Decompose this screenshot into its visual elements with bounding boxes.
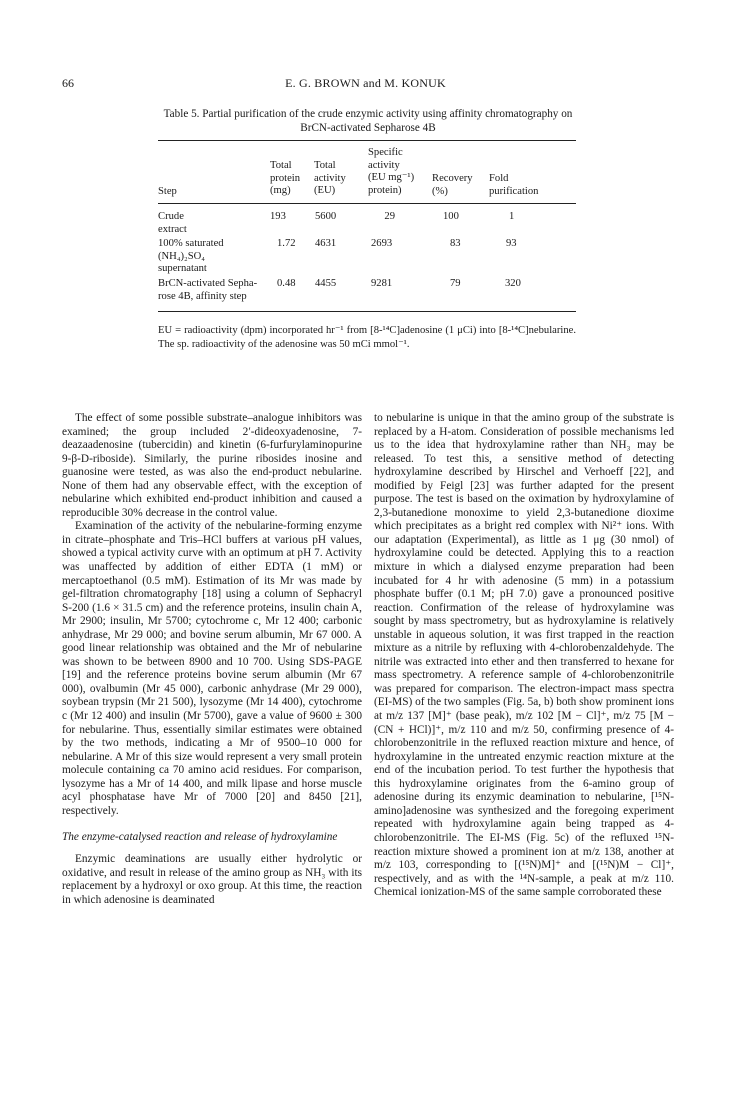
table-caption-line: Table 5. Partial purification of the crude enzymic activity using affinity chromatography on: [163, 108, 573, 120]
column-header-recovery: Recovery (%): [432, 173, 473, 197]
cell-specific: 29: [384, 211, 395, 222]
paragraph: Enzymic deaminations are usually either hydrolytic or oxidative, and result in release of the amino group as NH₃ with its replacement by a hydroxyl or oxo group. At this time, the reaction in which adenosine is deaminated: [62, 852, 362, 906]
cell-protein: 0.48: [277, 278, 296, 289]
cell-fold: 93: [506, 238, 517, 249]
column-header-total-activity: Total activity (EU): [314, 160, 346, 197]
cell-step: Crude extract: [158, 211, 187, 235]
table-caption-line: BrCN-activated Sepharose 4B: [300, 122, 436, 134]
cell-step: 100% saturated (NH₄)₂SO₄ supernatant: [158, 238, 224, 275]
cell-recovery: 79: [450, 278, 461, 289]
cell-protein: 193: [270, 211, 286, 222]
paragraph: to nebularine is unique in that the amino group of the substrate is replaced by a H-atom. Consideration of possible mechanisms led us to the idea that hydroxylamine rather than NH₃ may be released. To test this, a sensitive method of detecting hydroxylamine described by Hirschel and Verhoeff [22], and modified by Feigl [23] was further adapted for the present purpose. The test is based on the oximation by hydroxylamine of 2,3-butanedione monoxime to yield 2,3-butanedione dioxime which precipitates as a bright red complex with Ni²⁺ ions. With our adaptation (Experimental), as little as 1 μg (30 nmol) of hydroxylamine could be detected. Applying this to a reaction mixture in which a dialysed enzyme preparation had been incubated for 4 hr with adenosine (5 mm) in a potassium phosphate buffer (0.1 M; pH 7.0) gave a pronounced positive reaction. Confirmation of the release of hydroxylamine was sought by mass spectrometry, but as hydroxylamine is relatively unstable in aqueous solution, it was first trapped in the reaction mixture as a nitrile by refluxing with 4-chlorobenzaldehyde. The nitrile was extracted into ether and then transferred to hexane for mass spectrometry. A reference sample of 4-chlorobenzonitrile was prepared for comparison. The electron-impact mass spectra (EI-MS) of the two samples (Fig. 5a, b) both show prominent ions at m/z 137 [M]⁺ (base peak), m/z 102 [M − Cl]⁺, m/z 75 [M −(CN + HCl)]⁺, m/z 110 and m/z 50, confirming presence of 4-chlorobenzonitrile in the refluxed reaction mixture and hence, of hydroxylamine in the untreated enzymic reaction mixture at the end of the incubation period. To test further the hypothesis that this hydroxylamine originates from the 6-amino group of adenosine during its enzymic deamination to nebularine, [¹⁵N-amino]adenosine was synthesized and the foregoing experiment repeated with hydroxylamine again being trapped as 4-chlorobenzonitrile. The EI-MS (Fig. 5c) of the refluxed ¹⁵N-reaction mixture showed a prominent ion at m/z 138, another at m/z 103, corresponding to [(¹⁵N)M]⁺ and [(¹⁵N)M − Cl]⁺, respectively, and as with the ¹⁴N-sample, a peak at m/z 110. Chemical ionization-MS of the same sample corroborated these: [374, 412, 674, 899]
running-head: E. G. BROWN and M. KONUK: [285, 76, 446, 90]
cell-specific: 9281: [371, 278, 393, 289]
cell-recovery: 83: [450, 238, 461, 249]
cell-recovery: 100: [443, 211, 459, 222]
column-header-total-protein: Total protein (mg): [270, 160, 301, 197]
cell-fold: 320: [505, 278, 521, 289]
column-header-step: Step: [158, 186, 177, 197]
table-bottom-rule: [158, 311, 576, 312]
page-number: 66: [62, 76, 74, 90]
cell-specific: 2693: [371, 238, 393, 249]
cell-fold: 1: [509, 211, 515, 222]
table-top-rule: [158, 140, 576, 141]
column-header-specific-activity: Specific activity (EU mg⁻¹) protein): [368, 147, 415, 196]
column-header-fold-purification: Fold purification: [489, 173, 539, 197]
table-caption: [158, 107, 578, 135]
cell-activity: 5600: [315, 211, 337, 222]
section-heading: The enzyme-catalysed reaction and release of hydroxylamine: [62, 831, 338, 844]
right-column: [374, 412, 674, 900]
left-column: [62, 412, 362, 907]
cell-protein: 1.72: [277, 238, 296, 249]
cell-activity: 4631: [315, 238, 337, 249]
table-header-rule: [158, 203, 576, 204]
cell-step: BrCN-activated Sepha- rose 4B, affinity step: [158, 278, 258, 302]
cell-activity: 4455: [315, 278, 337, 289]
table-footnote: EU = radioactivity (dpm) incorporated hr⁻¹ from [8-¹⁴C]adenosine (1 μCi) into [8-¹⁴C]nebularine. The sp. radioactivity of the adenosine was 50 mCi mmol⁻¹.: [158, 325, 576, 350]
paragraph: The effect of some possible substrate–analogue inhibitors was examined; the group included 2′-dideoxyadenosine, 7-deazaadenosine (tubercidin) and kinetin (6-furfurylaminopurine 9-β-D-riboside). Similarly, the purine ribosides inosine and guanosine were tested, as was also the end-product nebularine. None of them had any observable effect, with the exception of nebularine which exhibited end-product inhibition and caused a reproducible 30% decrease in the control value.: [62, 412, 362, 519]
paragraph: Examination of the activity of the nebularine-forming enzyme in citrate–phosphate and Tris–HCl buffers at various pH values, showed a typical activity curve with an optimum at pH 7. Activity was unaffected by addition of either EDTA (1 mM) or mercaptoethanol (0.5 mM). Estimation of its Mr was made by gel-filtration chromatography [18] using a column of Sephacryl S-200 (1.6 × 31.5 cm) and the reference proteins, insulin chain A, Mr 2900; insulin, Mr 5700; cytochrome c, Mr 12 400; carbonic anhydrase, Mr 29 000; and bovine serum albumin, Mr 67 000. A good linear relationship was obtained and the Mr of nebularine was shown to be between 8900 and 10 700. Using SDS-PAGE [19] and the reference proteins bovine serum albumin (Mr 67 000), ovalbumin (Mr 45 000), carbonic anhydrase (Mr 29 000), soybean trypsin (Mr 21 500), lysozyme (Mr 14 400), cytochrome c (Mr 12 400) and insulin (Mr 5700), gave a value of 9600 ± 300 for nebularine. Thus, essentially similar estimates were obtained by the two methods, indicating a Mr of 9500–10 000 for nebularine. A Mr of this size would represent a very small protein molecule containing ca 70 amino acid residues. For comparison, lysozyme has a Mr of 14 400, and milk lipase and horse muscle acyl phosphatase have Mr of 7000 [20] and 8450 [21], respectively.: [62, 520, 362, 817]
